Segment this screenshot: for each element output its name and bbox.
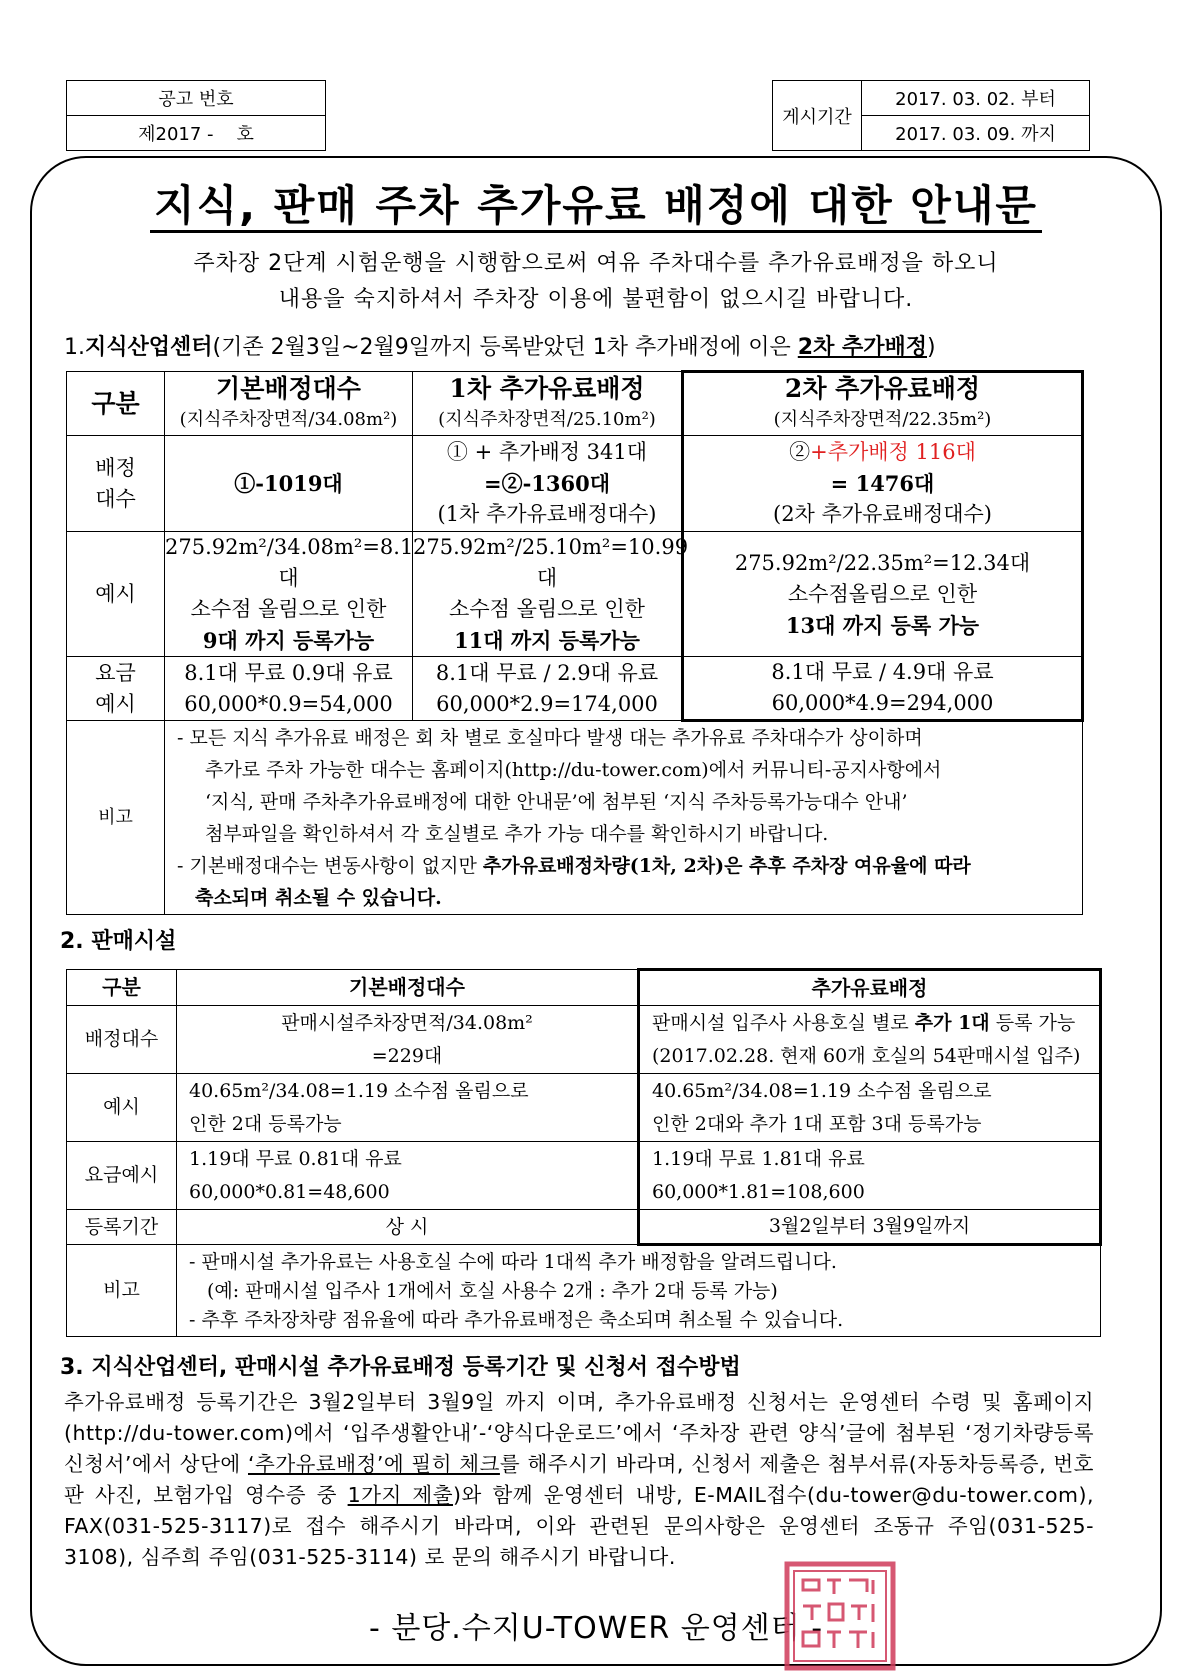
intro-line-1: 주차장 2단계 시험운행을 시행함으로써 여유 주차대수를 추가유료배정을 하오니 [193, 251, 999, 276]
section3-body: 추가유료배정 등록기간은 3월2일부터 3월9일 까지 이며, 추가유료배정 신청서는 운영센터 수령 및 홈페이지(http://du-tower.com)에서 ‘입주생활안내’-‘양식다운로드’에서 ‘주차장 관련 양식’글에 첨부된 ‘정기차량등록신청서’에서 상단에 ‘추가유료배정’에 필히 체크를 해주시기 바라며, 신청서 제출은 첨부서류(자동차등록증, 번호판 사진, 보험가입 영수증 중 1가지 제출)와 함께 운영센터 내방, E-MAIL접수(du-tower@du-tower.com), FAX(031-525-3117)로 접수 해주시기 바라며, 이와 관련된 문의사항은 운영센터 조동규 주임(031-525-3108), 심주희 주임(031-525-3114) 로 문의 해주시기 바랍니다. [64, 1390, 1094, 1569]
fee-label: 요금 예시 [67, 657, 165, 721]
alloc-basic: ①-1019대 [165, 436, 413, 532]
retail-alloc-basic: 판매시설주차장면적/34.08m² =229대 [177, 1006, 639, 1074]
retail-fee-basic: 1.19대 무료 0.81대 유료 60,000*0.81=48,600 [177, 1142, 639, 1210]
retail-example-extra: 40.65m²/34.08=1.19 소수점 올림으로 인한 2대와 추가 1대 포함 3대 등록가능 [639, 1074, 1101, 1142]
fee-basic: 8.1대 무료 0.9대 유료 60,000*0.9=54,000 [165, 657, 413, 721]
retail-example-label: 예시 [67, 1074, 177, 1142]
retail-period-extra: 3월2일부터 3월9일까지 [639, 1210, 1101, 1245]
example-basic: 275.92m²/34.08m²=8.1대 소수점 올림으로 인한 9대 까지 등록가능 [165, 532, 413, 657]
posting-period-box [772, 80, 1090, 151]
alloc-label: 배정 대수 [67, 436, 165, 532]
col-label: 구분 [67, 372, 165, 436]
retail-col-label: 구분 [67, 970, 177, 1006]
footer-signature: - 분당.수지U-TOWER 운영센터 - [368, 1611, 824, 1646]
example-first: 275.92m²/25.10m²=10.99대 소수점 올림으로 인한 11대 까지 등록가능 [413, 532, 683, 657]
section2-heading: 2. 판매시설 [60, 929, 177, 954]
official-seal-icon [783, 1560, 897, 1672]
notice-value: 제2017 - 호 [67, 116, 326, 151]
retail-col-basic: 기본배정대수 [177, 970, 639, 1006]
knowledge-center-table [66, 370, 1084, 915]
section3-heading: 3. 지식산업센터, 판매시설 추가유료배정 등록기간 및 신청서 접수방법 [60, 1355, 741, 1380]
alloc-first: ① + 추가배정 341대 =②-1360대 (1차 추가유료배정대수) [413, 436, 683, 532]
notice-label: 공고 번호 [67, 81, 326, 116]
notice-number-box [66, 80, 326, 151]
section1-heading: 1.지식산업센터(기존 2월3일~2월9일까지 등록받았던 1차 추가배정에 이은 2차 추가배정) [64, 335, 936, 360]
fee-first: 8.1대 무료 / 2.9대 유료 60,000*2.9=174,000 [413, 657, 683, 721]
col-first-extra: 1차 추가유료배정 (지식주차장면적/25.10m²) [413, 372, 683, 436]
note-label: 비고 [67, 721, 165, 915]
col-second-extra: 2차 추가유료배정 (지식주차장면적/22.35m²) [683, 372, 1083, 436]
period-to: 2017. 03. 09. 까지 [862, 116, 1090, 151]
note-content: - 모든 지식 추가유료 배정은 회 차 별로 호실마다 발생 대는 추가유료 주차대수가 상이하며 추가로 주차 가능한 대수는 홈페이지(http://du-tower.com)에서 커뮤니티-공지사항에서 ‘지식, 판매 주차추가유료배정에 대한 안내문’에 첨부된 ‘지식 주차등록가능대수 안내’ 첨부파일을 확인하셔서 각 호실별로 추가 가능 대수를 확인하시기 바랍니다. - 기본배정대수는 변동사항이 없지만 추가유료배정차량(1차, 2차)은 추후 주차장 여유율에 따라 축소되며 취소될 수 있습니다. [165, 721, 1083, 915]
period-from: 2017. 03. 02. 부터 [862, 81, 1090, 116]
retail-alloc-extra: 판매시설 입주사 사용호실 별로 추가 1대 등록 가능 (2017.02.28. 현재 60개 호실의 54판매시설 입주) [639, 1006, 1101, 1074]
retail-fee-label: 요금예시 [67, 1142, 177, 1210]
retail-table [66, 968, 1102, 1337]
period-label: 게시기간 [773, 81, 862, 151]
col-basic: 기본배정대수 (지식주차장면적/34.08m²) [165, 372, 413, 436]
retail-note-label: 비고 [67, 1245, 177, 1337]
retail-col-extra: 추가유료배정 [639, 970, 1101, 1006]
retail-period-basic: 상 시 [177, 1210, 639, 1245]
retail-alloc-label: 배정대수 [67, 1006, 177, 1074]
page-title: 지식, 판매 주차 추가유료 배정에 대한 안내문 [0, 173, 1192, 233]
retail-fee-extra: 1.19대 무료 1.81대 유료 60,000*1.81=108,600 [639, 1142, 1101, 1210]
retail-example-basic: 40.65m²/34.08=1.19 소수점 올림으로 인한 2대 등록가능 [177, 1074, 639, 1142]
alloc-second: ②+추가배정 116대 = 1476대 (2차 추가유료배정대수) [683, 436, 1083, 532]
retail-period-label: 등록기간 [67, 1210, 177, 1245]
fee-second: 8.1대 무료 / 4.9대 유료 60,000*4.9=294,000 [683, 657, 1083, 721]
retail-note-content: - 판매시설 추가유료는 사용호실 수에 따라 1대씩 추가 배정함을 알려드립니다. (예: 판매시설 입주사 1개에서 호실 사용수 2개 : 추가 2대 등록 가능) - 추후 주차장차량 점유율에 따라 추가유료배정은 축소되며 취소될 수 있습니다. [177, 1245, 1101, 1337]
example-label: 예시 [67, 532, 165, 657]
example-second: 275.92m²/22.35m²=12.34대 소수점올림으로 인한 13대 까지 등록 가능 [683, 532, 1083, 657]
intro-line-2: 내용을 숙지하셔서 주차장 이용에 불편함이 없으시길 바랍니다. [278, 287, 914, 312]
